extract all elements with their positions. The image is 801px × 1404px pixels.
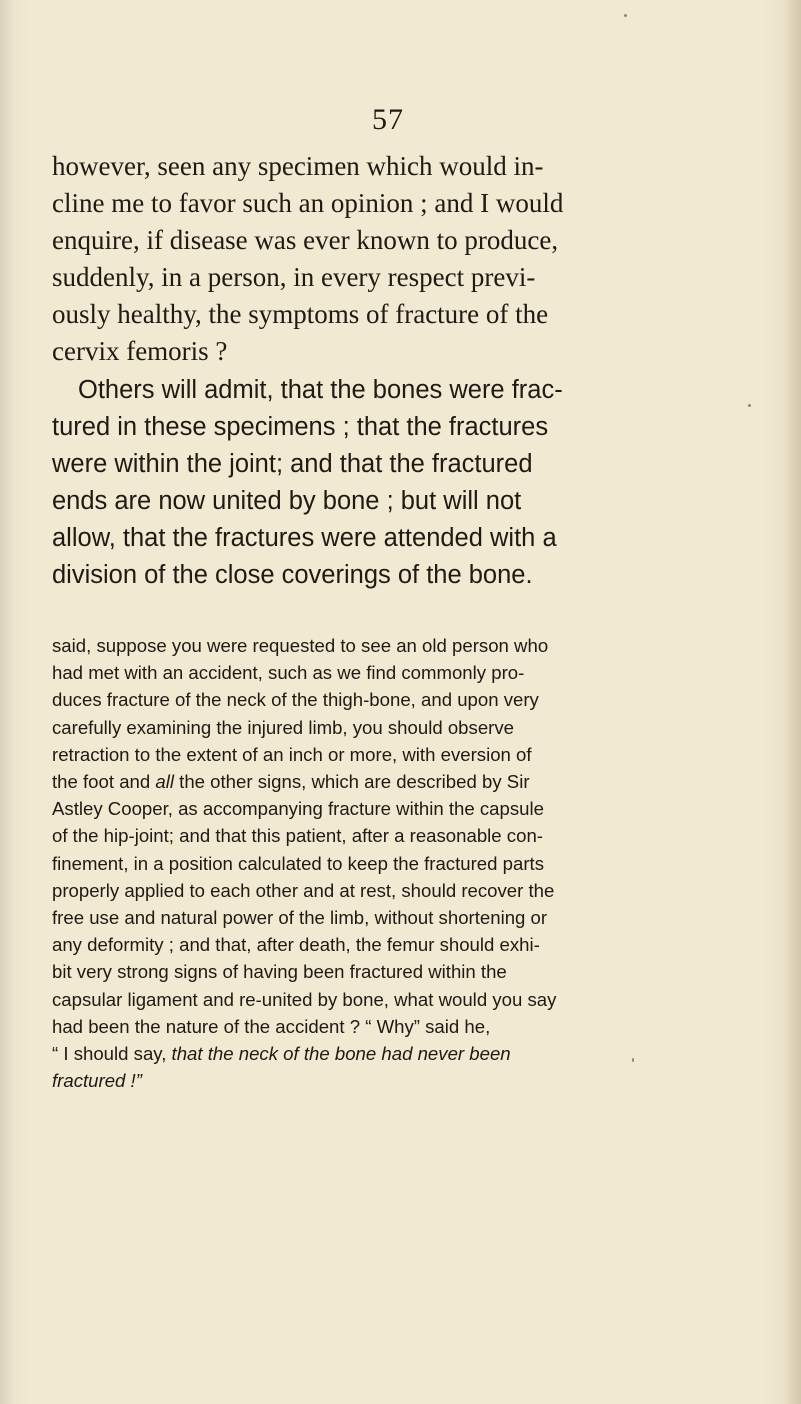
footnote-line bbox=[52, 1040, 772, 1067]
footnote-line: bit very strong signs of having been fractured within the bbox=[52, 961, 507, 983]
footnote-line: finement, in a position calculated to keep the fractured parts bbox=[52, 852, 544, 874]
footnote-line: any deformity ; and that, after death, the femur should exhi- bbox=[52, 934, 540, 956]
paragraph-1-line: cline me to favor such an opinion ; and I would bbox=[52, 188, 564, 218]
paragraph-1-line: ously healthy, the symptoms of fracture of the bbox=[52, 299, 549, 329]
footnote-line: had been the nature of the accident ? “ Why” said he, bbox=[52, 1015, 491, 1037]
paragraph-2-line: Others will admit, that the bones were frac- bbox=[78, 376, 563, 404]
footnote-italic-text: that the neck of the bone had never been bbox=[171, 1043, 511, 1065]
footnote-line: said, suppose you were requested to see an old person who bbox=[52, 635, 549, 656]
paper-speck bbox=[748, 404, 751, 407]
paragraph-2-line: allow, that the fractures were attended with a bbox=[52, 524, 557, 552]
paragraph-2-line: division of the close coverings of the bone. bbox=[52, 561, 533, 589]
footnote-line: of the hip-joint; and that this patient, after a reasonable con- bbox=[52, 825, 543, 847]
paragraph-1-line: however, seen any specimen which would in- bbox=[52, 151, 544, 181]
footnote-line: retraction to the extent of an inch or more, with eversion of bbox=[52, 743, 532, 765]
page-number: 57 bbox=[372, 103, 404, 136]
footnote-line bbox=[52, 1067, 772, 1094]
paragraph-2-line: were within the joint; and that the fractured bbox=[52, 450, 533, 478]
footnote-line bbox=[52, 768, 772, 795]
footnote-italic-text: all bbox=[155, 771, 174, 793]
paragraph-1 bbox=[52, 148, 772, 370]
paragraph-2-line: ends are now united by bone ; but will not bbox=[52, 487, 522, 515]
paragraph-1-line: enquire, if disease was ever known to produce, bbox=[52, 225, 559, 255]
footnote-line: had met with an accident, such as we find commonly pro- bbox=[52, 662, 525, 684]
paragraph-2-line: tured in these specimens ; that the fractures bbox=[52, 413, 549, 441]
footnote-line: capsular ligament and re-united by bone, what would you say bbox=[52, 988, 557, 1010]
paragraph-1-line: suddenly, in a person, in every respect previ- bbox=[52, 262, 536, 292]
paper-speck bbox=[624, 14, 627, 17]
footnote-text: “ I should say, bbox=[52, 1043, 172, 1065]
paragraph-2 bbox=[52, 372, 772, 594]
paper-speck bbox=[632, 1058, 634, 1062]
footnote-line: carefully examining the injured limb, you should observe bbox=[52, 716, 514, 738]
footnote-line: properly applied to each other and at rest, should recover the bbox=[52, 879, 555, 901]
footnote-line: Astley Cooper, as accompanying fracture within the capsule bbox=[52, 798, 544, 820]
footnote-italic-text: fractured !” bbox=[52, 1070, 142, 1092]
footnote-text: the foot and bbox=[52, 771, 156, 793]
footnote bbox=[52, 632, 772, 1094]
paragraph-1-line: cervix femoris ? bbox=[52, 336, 228, 366]
footnote-line: duces fracture of the neck of the thigh-bone, and upon very bbox=[52, 689, 539, 711]
footnote-line: free use and natural power of the limb, without shortening or bbox=[52, 907, 548, 929]
footnote-text: the other signs, which are described by Sir bbox=[174, 771, 530, 793]
